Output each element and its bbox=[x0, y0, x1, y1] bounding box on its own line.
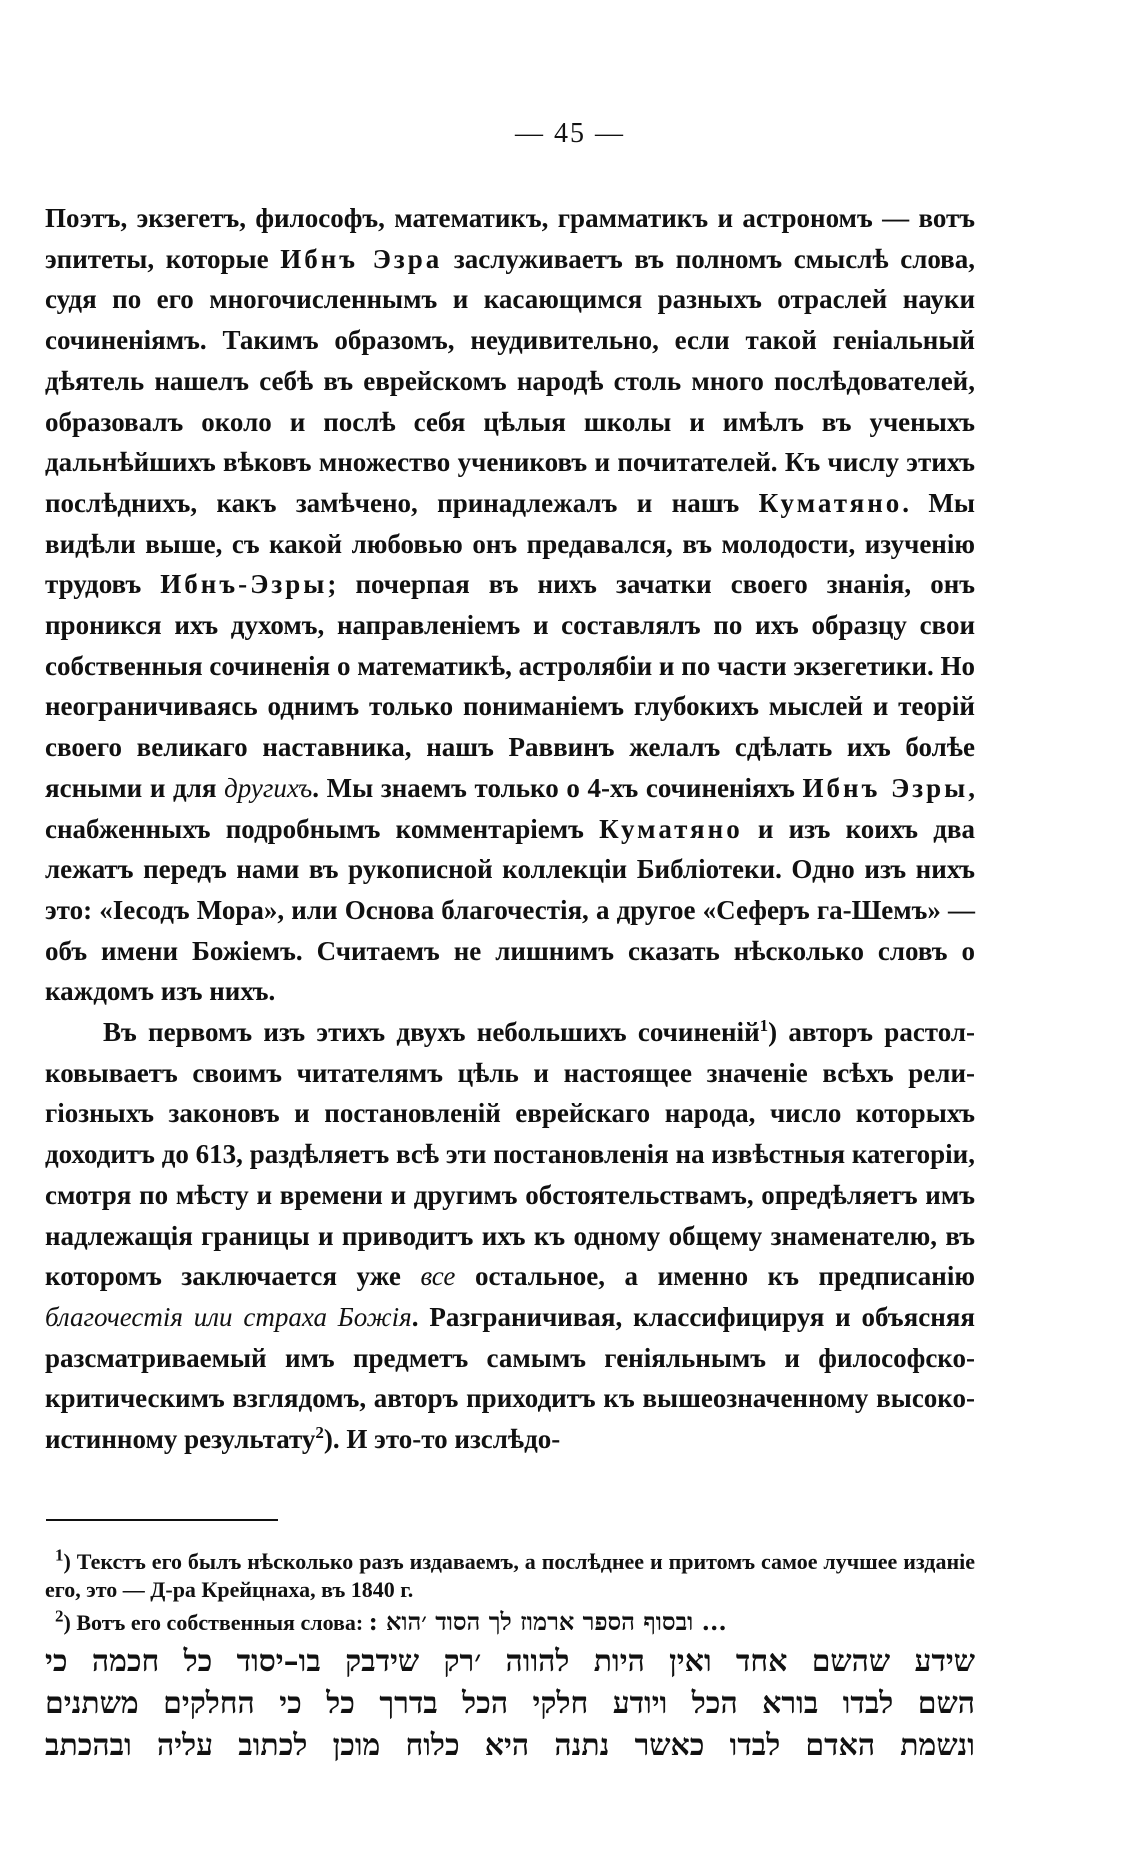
text-segment: Поэтъ, экзегетъ, философъ, математикъ, грамматикъ и астрономъ — вотъ эпитеты, которые bbox=[45, 203, 975, 274]
name-spaced: Ибнъ Эзры bbox=[802, 772, 969, 803]
hebrew-quote-inline: ... ובסוף הספר ארמוז לך הסוד ׳הוא : bbox=[368, 1607, 727, 1636]
text-segment: ). И это-то изслѣдо- bbox=[323, 1424, 561, 1455]
emphasis-italic: благочестія или страха Божія bbox=[45, 1301, 412, 1332]
footnote-marker: 1 bbox=[55, 1545, 64, 1565]
footnote-ref-2[interactable]: 2 bbox=[315, 1423, 324, 1443]
paragraph-2 bbox=[45, 1012, 975, 1460]
hebrew-line: השם לבדו בורא הכל ויודע חלקי הכל בדרך כל כי החלקים משתנים bbox=[45, 1686, 975, 1721]
emphasis-italic: все bbox=[420, 1261, 456, 1292]
name-spaced: Ибнъ Эзра bbox=[280, 243, 443, 274]
footnote-ref-1[interactable]: 1 bbox=[759, 1016, 769, 1036]
name-spaced: Куматяно bbox=[599, 813, 743, 844]
text-segment: заслуживаетъ въ полномъ смыслѣ слова, судя по его многочисленнымъ и касающимся разныхъ отраслей науки сочиненіямъ. Такимъ образомъ, неудивительно, если такой геніальный дѣятель нашелъ себѣ въ еврейскомъ народѣ столь много послѣдователей, образовалъ около и послѣ себя цѣлыя школы и имѣлъ въ ученыхъ дальнѣйшихъ вѣковъ множество учениковъ и почитателей. Къ числу этихъ послѣднихъ, какъ замѣчено, принадлежалъ и нашъ bbox=[45, 243, 976, 518]
paragraph-1 bbox=[45, 198, 975, 1012]
footnote-text: ) Текстъ его былъ нѣсколько разъ издаваемъ, а послѣднее и притомъ самое лучшее изданіе его, это — Д-ра Крейцнаха, въ 1840 г. bbox=[45, 1549, 975, 1602]
hebrew-line: שידע שהשם אחד ואין היות להווה ׳רק שידבק בו–יסוד כל חכמה כי bbox=[45, 1644, 975, 1679]
hebrew-quote-block bbox=[45, 1641, 975, 1767]
footnote-2 bbox=[45, 1608, 975, 1637]
main-text bbox=[45, 198, 975, 1460]
hebrew-line: ונשמת האדם לבדו כאשר נתנה היא כלוח מוכן לכתוב עליה ובהכתב bbox=[45, 1728, 975, 1763]
name-spaced: Куматяно bbox=[758, 487, 903, 518]
text-segment: остальное, а именно къ предписанію bbox=[455, 1261, 975, 1292]
text-segment: . Разграничивая, классифицируя и объясняя разсматриваемый имъ предметъ самымъ геніяльнымъ и философско-критическимъ взглядомъ, авторъ приходитъ къ вышеозначенному высоко-истинному результату bbox=[45, 1301, 975, 1455]
text-segment: . Мы видѣли выше, съ какой любовью онъ предавался, въ молодости, изученію трудовъ bbox=[45, 487, 975, 600]
footnote-text: ) Вотъ его собственныя слова: bbox=[63, 1610, 369, 1635]
text-segment: ; почерпая въ нихъ зачатки своего знанія, онъ проникся ихъ духомъ, направленіемъ и составлялъ по ихъ образцу свои собственныя сочиненія о математикѣ, астролябіи и по части экзегетики. Но неограничиваясь однимъ только пониманіемъ глубокихъ мыслей и теорій своего великаго наставника, нашъ Раввинъ желалъ сдѣлать ихъ болѣе ясными и для bbox=[45, 569, 976, 803]
footnote-divider bbox=[46, 1519, 278, 1521]
page-number: — 45 — bbox=[515, 118, 625, 149]
footnotes bbox=[45, 1545, 975, 1767]
text-segment: ) авторъ растолковываетъ своимъ читателямъ цѣль и настоящее значеніе всѣхъ религіозныхъ законовъ и постановленій еврейскаго народа, число которыхъ доходитъ до 613, раздѣляетъ всѣ эти постановленія на извѣстныя категоріи, смотря по мѣсту и времени и другимъ обстоятельствамъ, опредѣляетъ имъ надлежащія границы и приводитъ ихъ къ одному общему знаменателю, въ которомъ заключается уже bbox=[45, 1017, 976, 1292]
text-segment: Въ первомъ изъ этихъ двухъ небольшихъ сочиненій bbox=[103, 1017, 760, 1048]
emphasis-italic: другихъ bbox=[224, 772, 313, 803]
text-segment: и изъ коихъ два лежатъ передъ нами въ рукописной коллекціи Библіотеки. Одно изъ нихъ это: «Іесодъ Мора», или Основа благочестія, а другое «Сеферъ га-Шемъ» — объ имени Божіемъ. Считаемъ не лишнимъ сказать нѣсколько словъ о каждомъ изъ нихъ. bbox=[45, 813, 975, 1007]
text-segment: , снабженныхъ подробнымъ комментаріемъ bbox=[45, 772, 975, 844]
text-segment: . Мы знаемъ только о 4-хъ сочиненіяхъ bbox=[312, 772, 803, 803]
footnote-1 bbox=[45, 1545, 975, 1604]
name-spaced: Ибнъ-Эзры bbox=[160, 569, 328, 600]
footnote-marker: 2 bbox=[55, 1606, 64, 1626]
